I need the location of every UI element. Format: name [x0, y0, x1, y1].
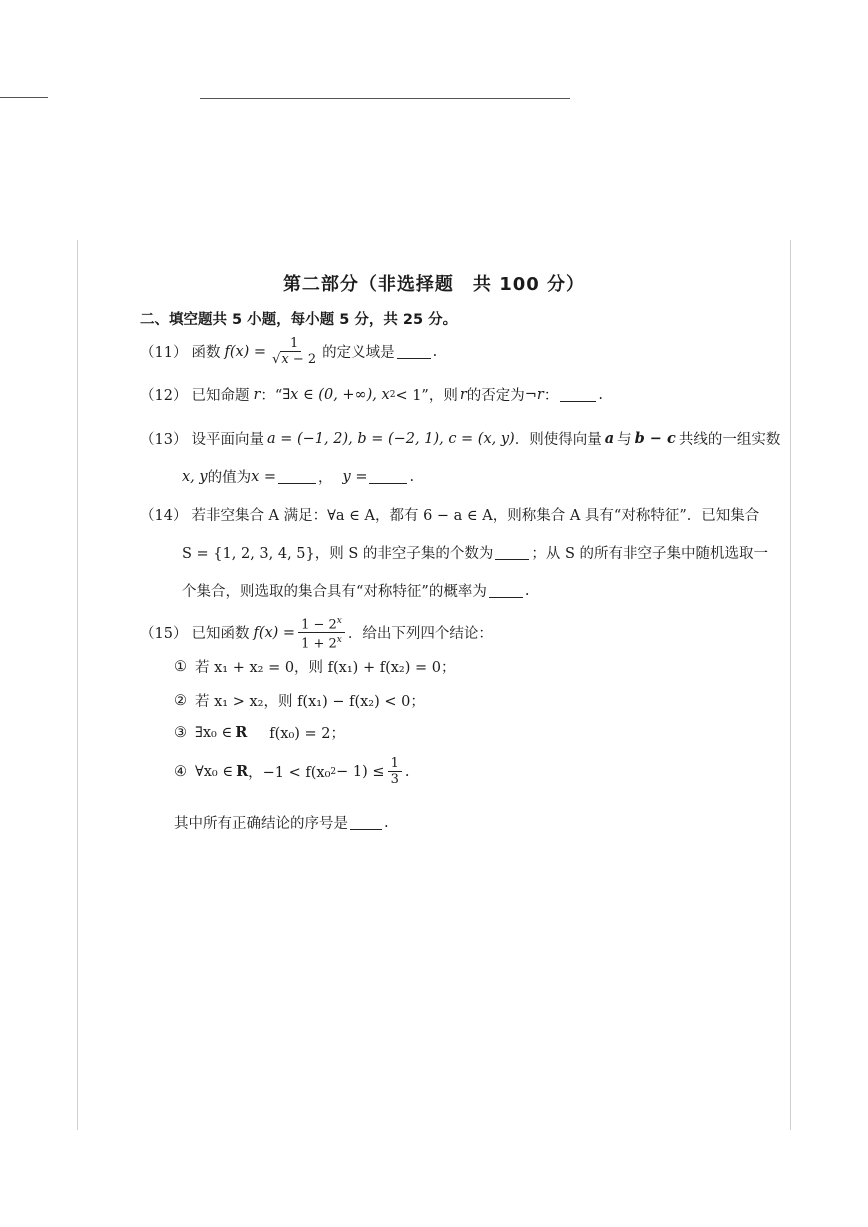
period: .	[598, 386, 603, 403]
q12-mid: 的否定为	[466, 388, 525, 404]
circled-number: ④	[174, 763, 187, 780]
one-third-fraction	[388, 756, 402, 787]
q11-fraction	[269, 336, 319, 367]
period: .	[432, 343, 438, 360]
answer-blank[interactable]	[560, 387, 596, 402]
real-numbers-symbol: R	[235, 724, 248, 741]
answer-blank[interactable]	[350, 815, 382, 830]
superscript: x	[336, 635, 342, 646]
question-14	[140, 504, 759, 525]
period: .	[524, 582, 530, 599]
q13-text: 设平面向量	[191, 432, 264, 448]
question-12	[140, 384, 603, 405]
q12-text: 已知命题	[191, 388, 250, 404]
q13-text-tail: ．则使得向量	[514, 432, 602, 448]
question-number: （14）	[140, 508, 188, 524]
sqrt-argument: x	[281, 352, 289, 367]
page-border-right	[790, 240, 791, 1130]
q15-text: 已知函数	[191, 626, 250, 643]
sqrt-symbol: √	[272, 352, 281, 367]
q11-function: f(x) =	[224, 343, 267, 360]
q13-tail: 共线的一组实数	[678, 432, 781, 448]
conclusion-2	[174, 690, 425, 711]
period: .	[384, 814, 389, 831]
circled-number: ③	[174, 724, 187, 741]
question-11	[140, 336, 437, 367]
question-number: （12）	[140, 388, 188, 404]
question-14-line-3	[182, 580, 529, 601]
real-numbers-symbol: R	[236, 763, 249, 780]
conclusion-text-mid: ，−1 < f(x₀	[248, 765, 331, 781]
question-number: （13）	[140, 432, 188, 448]
vector-b-minus-c: b − c	[634, 430, 676, 447]
q13-with: 与	[617, 432, 632, 448]
section-heading: 二、填空题共 5 小题，每小题 5 分，共 25 分。	[140, 312, 458, 328]
q12-proposition: ∃x ∈ (0, +∞), x	[282, 386, 390, 403]
question-number: （15）	[140, 626, 188, 643]
q11-text: 函数	[191, 345, 221, 361]
q14-line-3: 个集合，则选取的集合具有“对称特征”的概率为	[182, 584, 487, 600]
question-14-line-2	[182, 542, 768, 563]
answer-blank[interactable]	[397, 344, 431, 359]
x-equals: x =	[251, 468, 277, 485]
page-title: 第二部分（非选择题 共 100 分）	[282, 274, 586, 295]
scan-edge-line	[200, 98, 570, 99]
q12-colon2: ：	[543, 388, 559, 404]
fraction-numerator: 1	[388, 756, 402, 772]
superscript: 2	[389, 389, 396, 400]
conclusion-text: 若 x₁ + x₂ = 0，则 f(x₁) + f(x₂) = 0；	[195, 660, 456, 676]
answer-blank[interactable]	[489, 583, 523, 598]
denominator-text: 1 + 2	[301, 636, 337, 652]
y-equals: y =	[342, 468, 368, 485]
fraction-numerator	[298, 614, 345, 633]
q12-proposition-tail: < 1”，则	[395, 388, 458, 404]
q13-vectors: a = (−1, 2), b = (−2, 1), c = (x, y)	[266, 430, 515, 447]
conclusion-4	[174, 756, 409, 787]
vector-a: a	[604, 430, 615, 447]
fraction-numerator: 1	[287, 336, 301, 352]
question-15	[140, 614, 493, 652]
answer-blank-x[interactable]	[278, 469, 316, 484]
circled-number: ①	[174, 658, 187, 675]
scan-edge-line-left	[0, 97, 48, 98]
question-13-line-2	[182, 466, 414, 487]
answer-blank[interactable]	[495, 545, 529, 560]
numerator-text: 1 − 2	[301, 617, 337, 633]
conclusion-text-mid2: − 1) ≤	[336, 763, 385, 780]
proposition-r: r	[253, 386, 261, 403]
q14-line-1: 若非空集合 A 满足：∀a ∈ A，都有 6 − a ∈ A，则称集合 A 具有“对称特征”．已知集合	[191, 508, 760, 524]
q11-text-tail: 的定义域是	[322, 345, 395, 361]
superscript: x	[336, 616, 342, 626]
q15-text-tail: ．给出下列四个结论：	[347, 626, 493, 643]
negation: ¬r	[524, 386, 544, 403]
fraction-denominator	[269, 352, 319, 367]
comma: ，	[318, 470, 333, 486]
q12-colon: ：“	[260, 388, 283, 404]
fraction-denominator	[298, 633, 345, 651]
q15-fraction	[298, 614, 345, 652]
proposition-r: r	[459, 386, 467, 403]
superscript: 2	[330, 766, 337, 777]
q15-function: f(x) =	[253, 624, 296, 641]
q14-line-2b: ；从 S 的所有非空子集中随机选取一	[531, 546, 769, 562]
conclusion-text: ∃x₀ ∈	[195, 724, 233, 741]
period: .	[409, 468, 415, 485]
conclusion-1	[174, 656, 455, 677]
conclusion-text: 若 x₁ > x₂，则 f(x₁) − f(x₂) < 0；	[195, 694, 425, 710]
answer-blank-y[interactable]	[369, 469, 407, 484]
circled-number: ②	[174, 692, 187, 709]
period: .	[404, 763, 410, 780]
q13-xy: x, y	[182, 468, 208, 485]
final-text: 其中所有正确结论的序号是	[174, 816, 348, 832]
conclusion-3	[174, 722, 345, 743]
q13-values-text: 的值为	[207, 470, 252, 486]
question-number: （11）	[140, 345, 188, 361]
page-border-left	[77, 240, 78, 1130]
denominator-tail: − 2	[292, 352, 317, 367]
final-question	[174, 812, 389, 833]
question-13	[140, 428, 780, 449]
conclusion-text: ∀x₀ ∈	[195, 763, 234, 780]
q14-line-2a: S = {1, 2, 3, 4, 5}，则 S 的非空子集的个数为	[182, 546, 494, 562]
fraction-denominator: 3	[390, 772, 399, 787]
conclusion-text-tail: f(x₀) = 2；	[269, 726, 346, 742]
